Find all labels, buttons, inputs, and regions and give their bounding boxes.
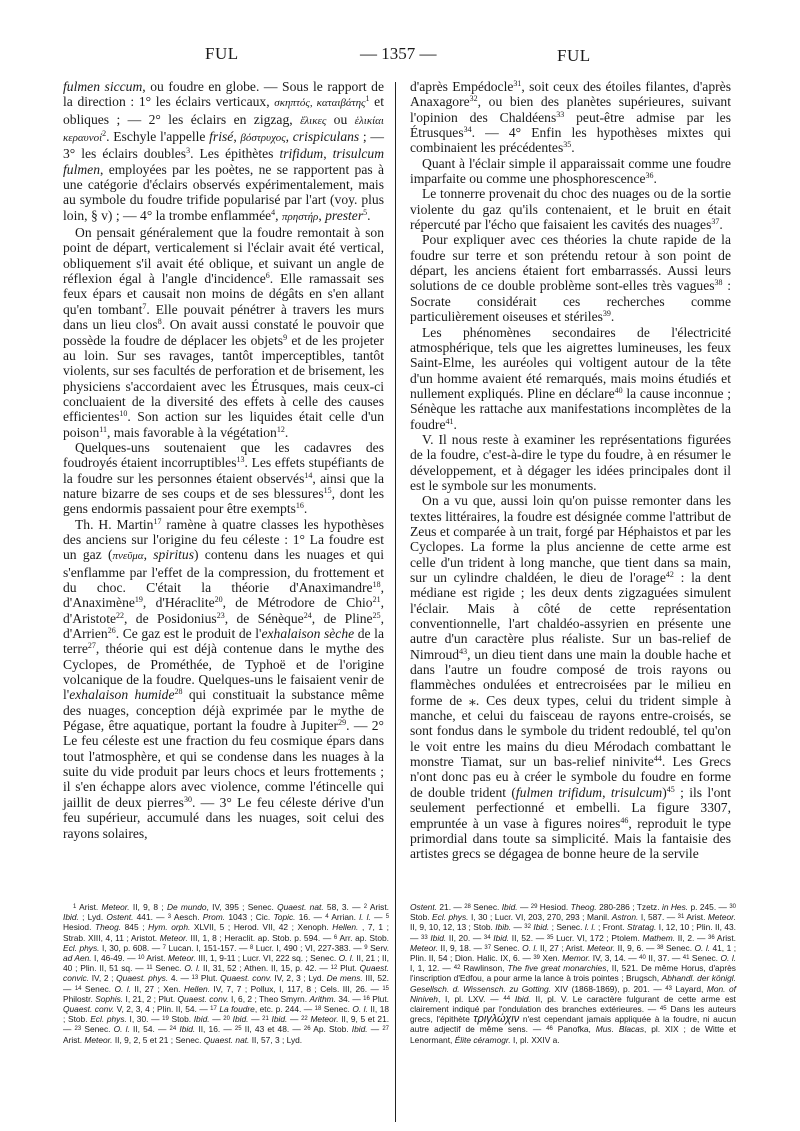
paragraph: On pensait généralement que la foudre remontait à son point de départ, verticalement si l'éclair avait été vertical, obliquement s'il avait été oblique, et suivant un angle de réflexion égal à l'angle d'incidence$^6$. Elle ramassait ses feux épars et causait non moins de dégâts en s'en allant qu'en tombant$^7$. Elle pouvait pénétrer à travers les murs dans un lieu clos$^8$. On avait aussi constaté le pouvoir que possède la foudre de déplacer les objets$^9$ et de les projeter au loin. Sur ses ravages, tantôt imperceptibles, tantôt violents, sur ses facultés de perforation et de brisement, les physiciens s'accordaient avec les Étrusques, mais ceux-ci concluaient de la diversité des effets à celle des causes efficientes$^{10}$. Son action sur les liquides était celle d'un poison$^{11}$, mais favorable à la végétation$^{12}$.: [63, 225, 384, 440]
paragraph: Th. H. Martin$^{17}$ ramène à quatre classes les hypothèses des anciens sur l'origine du feu céleste : 1° La foudre est un gaz (πνεῦμα, spiritus) contenu dans les nuages et qui s'enflamme par l'effet de la compression, du frottement et du choc. C'était la théorie d'Anaximandre$^{18}$, d'Anaximène$^{19}$, d'Héraclite$^{20}$, de Métrodore de Chio$^{21}$, d'Aristote$^{22}$, de Posidonius$^{23}$, de Sénèque$^{24}$, de Pline$^{25}$, d'Arrien$^{26}$. Ce gaz est le produit de l'exhalaison sèche de la terre$^{27}$, théorie qui est déjà contenue dans le mythe des Cyclopes, de Prométhée, de Typhoë et de l'origine volcanique de la foudre. Quelques-uns le faisaient venir de l'exhalaison humide$^{28}$ qui constituait la substance même des nuages, conception déjà exprimée par le mythe de Pégase, être aquatique, portant la foudre à Jupiter$^{29}$. — 2° Le feu céleste est une fraction du feu cosmique épars dans tout l'atmosphère, et qui se condense dans les nuages à la suite du vide produit par leurs chocs et leurs frottements ; il s'en échappe alors avec violence, comme l'étincelle qui jaillit de deux pierres$^{30}$. — 3° Le feu céleste dérive d'un feu supérieur, accumulé dans les nuages, soit celui des rayons solaires,: [63, 516, 385, 841]
paragraph: fulmen siccum, ou foudre en globe. — Sous le rapport de la direction : 1° les éclairs verticaux, σκηπτός, καταιβάτης$^1$ et obliques ; — 2° les éclairs en zigzag, ἕλικες ou ἑλικίαι κεραυνοί$^2$. Eschyle l'appelle frisé, βόστρυχος, crispiculans ; — 3° les éclairs doubles$^3$. Les épithètes trifidum, trisulcum fulmen, employées par les poètes, ne se rapportent pas à une catégorie d'éclairs observés expérimentalement, mais au symbole du foudre trifide popularisé par l'art (voy. plus loin, § v) ; — 4° la trombe enflammée$^4$, πρηστήρ, prester$^5$.: [63, 79, 385, 223]
running-head-left: FUL: [205, 44, 239, 63]
left-column: [63, 79, 384, 841]
paragraph: Quant à l'éclair simple il apparaissait comme une foudre imparfaite ou comme une phosphorescence$^{36}$.: [410, 155, 731, 187]
footnotes-right: Ostent. 21. — $^{28}$ Senec. Ibid. — $^{29}$ Hesiod. Theog. 280-286 ; Tzetz. in Hes. p. 245. — $^{30}$ Stob. Ecl. phys. I, 30 ; Lucr. VI, 203, 270, 293 ; Manil. Astron. I, 587. — $^{31}$ Arist. Meteor. II, 9, 10, 12, 13 ; Stob. Ibib. — $^{32}$ Ibid. ; Senec. l. l. ; Front. Stratag. I, 12, 10 ; Plin. II, 43. — $^{33}$ Ibid. II, 20. — $^{34}$ Ibid. II, 52. — $^{35}$ Lucr. VI, 172 ; Ptolem. Mathem. II, 2. — $^{36}$ Arist. Meteor. II, 9, 18. — $^{37}$ Senec. O. l. II, 27 ; Arist. Meteor. II, 9, 6. — $^{38}$ Senec. O. l. 41, 1 ; Plin. II, 54 ; Dion. Halic. IX, 6. — $^{39}$ Xen. Memor. IV, 3, 14. — $^{40}$ II, 37. — $^{41}$ Senec. O. l. I, 1, 12. — $^{42}$ Rawlinson, The five great monarchies, II, 521. De même Horus, d'après l'inscription d'Edfou, a pour arme la lance à trois pointes ; Brugsch, Abhandl. der königl. Gesellsch. d. Wissensch. zu Gotting. XIV (1868-1869), p. 201. — $^{43}$ Layard, Mon. of Niniveh, I, pl. LXV. — $^{44}$ Ibid. II, pl. V. Le caractère fulgurant de cette arme est clairement indiqué par l'ondulation des branches extérieures. — $^{45}$ Dans les auteurs grecs, l'épithète τριγλώχιν n'est cependant jamais appliquée à la foudre, ni aucun autre adjectif de même sens. — $^{46}$ Panofka, Mus. Blacas, pl. XIX ; de Witte et Lenormant, Élite céramogr. I, pl. XXIV a.: [410, 902, 737, 1045]
page-header: [0, 44, 800, 68]
paragraph: Le tonnerre provenait du choc des nuages ou de la sortie violente du gaz qu'ils contenaient, et le bruit en était répercuté par l'écho que faisaient les cavités des nuages$^{37}$.: [410, 186, 731, 233]
paragraph: V. Il nous reste à examiner les représentations figurées de la foudre, c'est-à-dire le type du foudre, à en résumer le développement, et à dégager les idées principales dont il est le symbole sur les monuments.: [410, 431, 731, 493]
footnotes-left: $^1$ Arist. Meteor. II, 9, 8 ; De mundo, IV, 395 ; Senec. Quaest. nat. 58, 3. — $^2$ Arist. Ibid. ; Lyd. Ostent. 441. — $^3$ Aesch. Prom. 1043 ; Cic. Topic. 16. — $^4$ Arrian. l. l. — $^5$ Hesiod. Theog. 845 ; Hym. orph. XLVII, 5 ; Herod. VII, 42 ; Xenoph. Hellen. , 7, 1 ; Strab. XIII, 4, 11 ; Aristot. Meteor. III, 1, 8 ; Heraclit. ap. Stob. p. 594. — $^6$ Arr. ap. Stob. Ecl. phys. I, 30, p. 608. — $^7$ Lucan. I, 151-157. — $^8$ Lucr. I, 490 ; VI, 227-383. — $^9$ Serv. ad Aen. I, 46-49. — $^{10}$ Arist. Meteor. III, 1, 9-11 ; Lucr. VI, 222 sq. ; Senec. O. l. II, 21 ; II, 40 ; Plin. II, 51 sq. — $^{11}$ Senec. O. l. II, 31, 52 ; Athen. II, 15, p. 42. — $^{12}$ Plut. Quaest. convic. IV, 2 ; Quaest. phys. 4. — $^{13}$ Plut. Quaest. conv. IV, 2, 3 ; Lyd. De mens. III, 52. — $^{14}$ Senec. O. l. II, 27 ; Xen. Hellen. IV, 7, 7 ; Pollux, I, 117, 8 ; Cels. III, 26. — $^{15}$ Philostr. Sophis. I, 21, 2 ; Plut. Quaest. conv. I, 6, 2 ; Theo Smyrn. Arithm. 34. — $^{16}$ Plut. Quaest. conv. V, 2, 3, 4 ; Plin. II, 54. — $^{17}$ La foudre, etc. p. 244. — $^{18}$ Senec. O. l. II, 18 ; Stob. Ecl. phys. I, 30. — $^{19}$ Stob. Ibid. — $^{20}$ Ibid. — $^{21}$ Ibid. — $^{22}$ Meteor. II, 9, 5 et 21. — $^{23}$ Senec. O. l. II, 54. — $^{24}$ Ibid. II, 16. — $^{25}$ II, 43 et 48. — $^{26}$ Ap. Stob. Ibid. — $^{27}$ Arist. Meteor. II, 9, 2, 5 et 21 ; Senec. Quaest. nat. II, 57, 3 ; Lyd.: [63, 902, 390, 1045]
column-divider: [395, 82, 396, 1122]
paragraph: Quelques-uns soutenaient que les cadavres des foudroyés étaient incorruptibles$^{13}$. Les effets stupéfiants de la foudre sur les personnes étaient observés$^{14}$, ainsi que la nature bizarre de ses coups et de ses blessures$^{15}$, dont les gens endormis passaient pour être exempts$^{16}$.: [63, 439, 384, 517]
paragraph: Les phénomènes secondaires de l'électricité atmosphérique, tels que les aigrettes lumineuses, les feux Saint-Elme, les auréoles qui voltigent autour de la tête d'un homme avaient été remarqués, mais moins étudiés et nullement expliqués. Pline en déclare$^{40}$ la cause inconnue ; Sénèque les rattache aux manifestations incomplètes de la foudre$^{41}$.: [410, 324, 732, 432]
page-number: — 1357 —: [360, 44, 437, 63]
right-column: [410, 79, 731, 862]
paragraph: d'après Empédocle$^{31}$, soit ceux des étoiles filantes, d'après Anaxagore$^{32}$, ou bien des planètes supérieures, suivant l'opinion des Chaldéens$^{33}$ peut-être admise par les Étrusques$^{34}$. — 4° Enfin les hypothèses mixtes qui combinaient les précédentes$^{35}$.: [410, 79, 731, 156]
paragraph: On a vu que, aussi loin qu'on puisse remonter dans les textes littéraires, la foudre est désignée comme l'attribut de Zeus et comparée à un trait, forgé par Héphaistos et par les Cyclopes. La forme la plus ancienne de cette arme est celle d'un trident à long manche, que tient dans sa main, sur un cylindre chaldéen, le dieu de l'orage$^{42}$ : la dent médiane est rigide ; les deux dents zigzaguées simulent l'éclair. Mais à côté de cette représentation conventionnelle, l'art chaldéo-assyrien en présente une autre d'un caractère plus réaliste. Sur un bas-relief de Nimroud$^{43}$, un dieu tient dans une main la double hache et dans l'autre un foudre composé de trois rayons ou flammèches ondulées et entrecroisées par le milieu en forme de ⁎. Ces deux types, celui du trident simple à manche, et celui du faisceau de rayons entre-croisés, se sont fondus dans le symbole du trident redoublé, tel qu'on le voit entre les mains du dieu Mérodach combattant le monstre Tiamat, sur un bas-relief ninivite$^{44}$. Les Grecs n'ont donc pas eu à créer le symbole du foudre en forme de double trident (fulmen trifidum, trisulcum)$^{45}$ ; ils l'ont seulement perfectionné et embelli. La figure 3307, empruntée à un vase à figures noires$^{46}$, reproduit le type primordial dans toute sa simplicité. Mais la fantaisie des artistes grecs se dégagea de bonne heure de la servile: [410, 493, 731, 862]
paragraph: Pour expliquer avec ces théories la chute rapide de la foudre sur terre et son prétendu retour à son point de départ, les anciens étaient fort embarrassés. Aussi leurs solutions de ce double problème sont-elles très vagues$^{38}$ : Socrate considérait ces recherches comme particulièrement oiseuses et stériles$^{39}$.: [410, 232, 731, 325]
running-head-right: FUL: [557, 46, 591, 65]
